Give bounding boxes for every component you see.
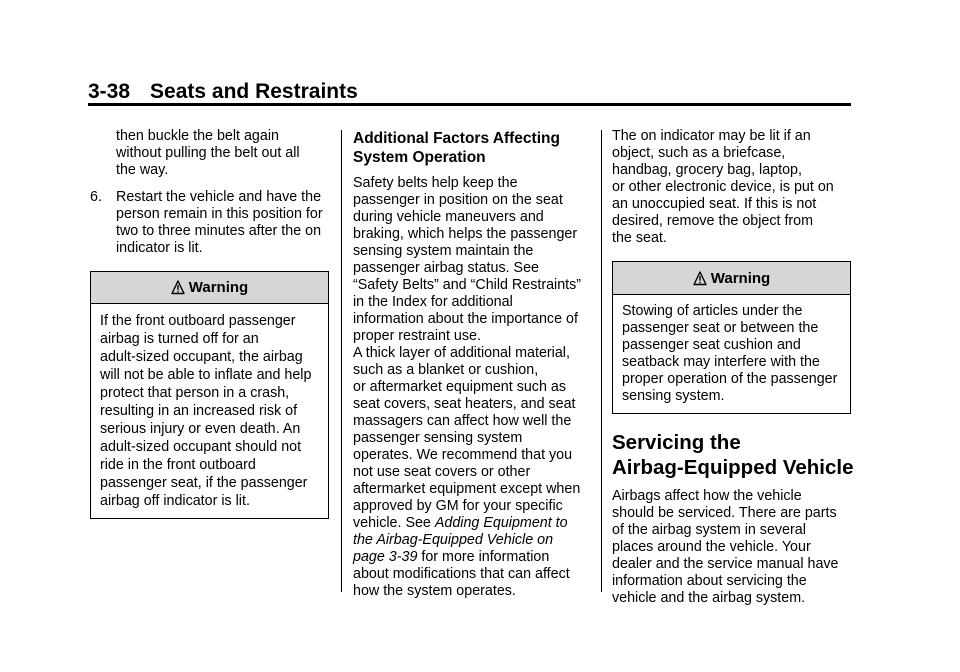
page-number: 3-38: [88, 80, 131, 103]
continued-step-text: then buckle the belt again without pulling the belt out all the way.: [116, 128, 300, 178]
heading-servicing: Servicing the Airbag-Equipped Vehicle: [612, 431, 854, 479]
warning-triangle-icon: [693, 271, 707, 286]
cross-reference-link[interactable]: Adding Equipment to: [434, 515, 568, 531]
warning-header: [91, 272, 328, 304]
heading-additional-factors: Additional Factors Affecting System Operation: [353, 130, 560, 166]
paragraph-on-indicator: The on indicator may be lit if an object, such as a briefcase, handbag, grocery bag, laptop, or other electronic device, is put on an unoccupied seat. If this is not desired, remove the object from the seat.: [612, 128, 834, 246]
warning-title: Warning: [710, 269, 771, 287]
warning-box-stowing: [612, 261, 851, 414]
header-rule: [88, 103, 851, 106]
warning-text: Stowing of articles under the passenger seat or between the passenger seat cushion and seatback may interfere with the proper operation of the passenger sensing system.: [622, 303, 838, 404]
warning-text: If the front outboard passenger airbag is turned off for an adult-sized occupant, the airbag will not be able to inflate and help protect that person in a crash, resulting in an increased risk of serious injury or even death. An adult-sized occupant should not ride in the front outboard passenger seat, if the passenger airbag off indicator is lit.: [100, 313, 312, 509]
warning-box-airbag-off: [90, 271, 329, 519]
page-header: [88, 80, 358, 104]
section-title: Seats and Restraints: [150, 80, 358, 103]
cross-reference-link-cont[interactable]: the Airbag-Equipped Vehicle on: [353, 532, 554, 548]
step-6: 6. Restart the vehicle and have the person remain in this position for two to three minutes after the on indicator is lit.: [90, 189, 323, 256]
paragraph-safety-belts: Safety belts help keep the passenger in position on the seat during vehicle maneuvers and braking, which helps the passenger sensing system maintain the passenger airbag status. See “Safety Belts” and “Child Restraints” in the Index for additional information about the importance of proper restraint use.: [353, 175, 582, 344]
cross-reference-page[interactable]: page 3-39: [353, 549, 418, 565]
column-divider-2: [601, 130, 602, 592]
column-divider-1: [341, 130, 342, 592]
column-2: [353, 128, 591, 600]
warning-triangle-icon: [171, 280, 185, 295]
paragraph-servicing: Airbags affect how the vehicle should be serviced. There are parts of the airbag system in several places around the vehicle. Your dealer and the service manual have information about servicing the vehicle and the airbag system.: [612, 488, 839, 606]
column-1: [90, 128, 329, 519]
paragraph-thick-layer: A thick layer of additional material, such as a blanket or cushion, or aftermarket equipment such as seat covers, seat heaters, and seat massagers can affect how well the passenger sensing system operates. We recommend that you not use seat covers or other aftermarket equipment except when approved by GM for your specific vehicle. See Adding Equipment to the Airbag-Equipped Vehicle on page 3-39 for more information about modifications that can affect how the system operates.: [353, 345, 591, 600]
warning-title: Warning: [188, 279, 249, 296]
warning-header: [613, 262, 850, 295]
step-number: 6.: [90, 189, 102, 205]
column-3: [612, 128, 854, 607]
